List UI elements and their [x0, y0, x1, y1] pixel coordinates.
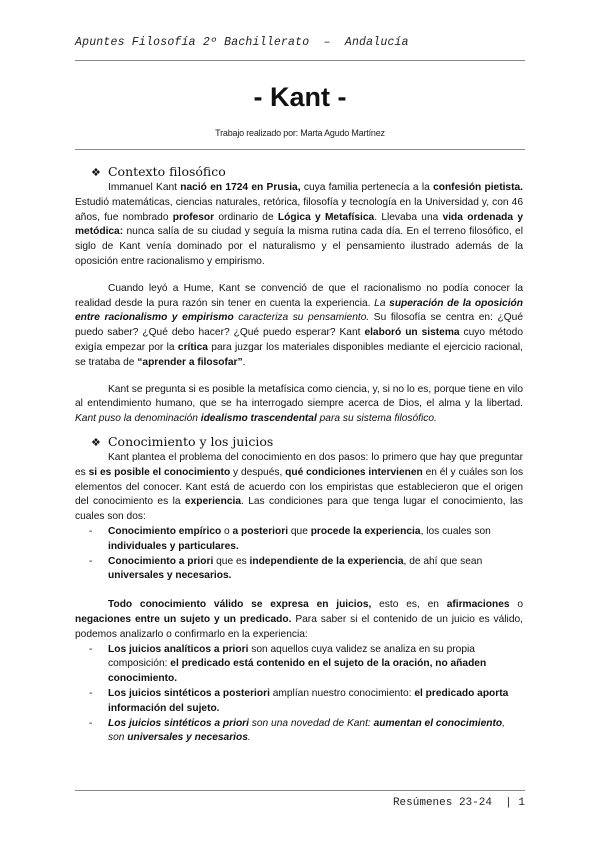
section-heading-contexto — [91, 164, 226, 179]
paragraph: Kant plantea el problema del conocimiento en dos pasos: lo primero que hay que preguntar es si es posible el conocimiento y después, qué condiciones intervienen en él y cuáles son los elementos del conocer. Kant está de acuerdo con los empiristas que establecieron que el origen del conocimiento es la experiencia. Las condiciones para que tenga lugar el conocimiento, las cuales son dos: — [75, 452, 524, 523]
running-header: Apuntes Filosofía 2º Bachillerato – Andalucía — [75, 36, 409, 49]
paragraph: Todo conocimiento válido se expresa en juicios, esto es, en afirmaciones o negaciones entre un sujeto y un predicado. Para saber si el contenido de un juicio es válido, podemos analizarlo o confirmarlo en la experiencia: — [75, 599, 523, 640]
header-rule — [75, 60, 525, 61]
list-item: - Conocimiento a priori que es independiente de la experiencia, de ahí que sean universales y necesarios. — [75, 555, 523, 585]
section-heading-text: Contexto filosófico — [107, 164, 226, 179]
page-number: 1 — [518, 797, 525, 809]
paragraph: Kant se pregunta si es posible la metafísica como ciencia, y, si no lo es, porque tiene en vilo al entendimiento humano, que se ha interrogado siempre acerca de Dios, el alma y la libertad. Kant puso la denominación idealismo trascendental para su sistema filosófico. — [75, 383, 523, 425]
list-item: - Los juicios sintéticos a priori son una novedad de Kant: aumentan el conocimiento, son universales y necesarios. — [75, 717, 523, 747]
footer-separator: | — [505, 797, 512, 809]
paragraph: Cuando leyó a Hume, Kant se convenció de que el racionalismo no podía conocer la realidad desde la pura razón sin tener en cuenta la experiencia. La superación de la oposición entre racionalismo y empirismo caracteriza su pensamiento. Su filosofía se centra en: ¿Qué puedo saber? ¿Qué debo hacer? ¿Qué puedo esperar? Kant elaboró un sistema cuyo método exigía empezar por la crítica para juzgar los materiales disponibles mediante el ejercicio racional, se trataba de “aprender a filosofar”. — [75, 282, 524, 368]
diamond-bullet-icon: ❖ — [91, 436, 101, 449]
diamond-bullet-icon: ❖ — [91, 166, 101, 179]
section-heading-conocimiento — [91, 434, 273, 449]
byline: Trabajo realizado por: Marta Agudo Martínez — [215, 128, 385, 138]
section-heading-text: Conocimiento y los juicios — [107, 434, 274, 449]
knowledge-types-list — [75, 525, 523, 584]
title-rule — [75, 149, 525, 150]
footer-rule — [75, 790, 525, 791]
section-body-conocimiento — [75, 451, 523, 746]
list-item: - Los juicios sintéticos a posteriori amplían nuestro conocimiento: el predicado aporta información del sujeto. — [75, 687, 523, 717]
page-title: - Kant - — [253, 82, 347, 112]
paragraph: Immanuel Kant nació en 1724 en Prusia, cuya familia pertenecía a la confesión pietista. Estudió matemáticas, ciencias naturales, retórica, filosofía y tecnología en la Universidad y, con 46 años, fue nombrado profesor ordinario de Lógica y Metafísica. Llevaba una vida ordenada y metódica: nunca salía de su ciudad y seguía la misma rutina cada día. En el terreno filosófico, el siglo de Kant venía dominado por el naturalismo y el pensamiento ilustrado además de la oposición entre racionalismo y empirismo. — [75, 182, 524, 267]
page-footer — [393, 797, 525, 809]
list-item: - Conocimiento empírico o a posteriori que procede la experiencia, los cuales son individuales y particulares. — [75, 525, 523, 555]
list-item: - Los juicios analíticos a priori son aquellos cuya validez se analiza en su propia composición: el predicado está contenido en el sujeto de la oración, no añaden conocimiento. — [75, 643, 523, 687]
section-body-contexto — [75, 181, 523, 427]
judgments-list — [75, 643, 523, 747]
footer-label: Resúmenes 23-24 — [392, 797, 492, 809]
